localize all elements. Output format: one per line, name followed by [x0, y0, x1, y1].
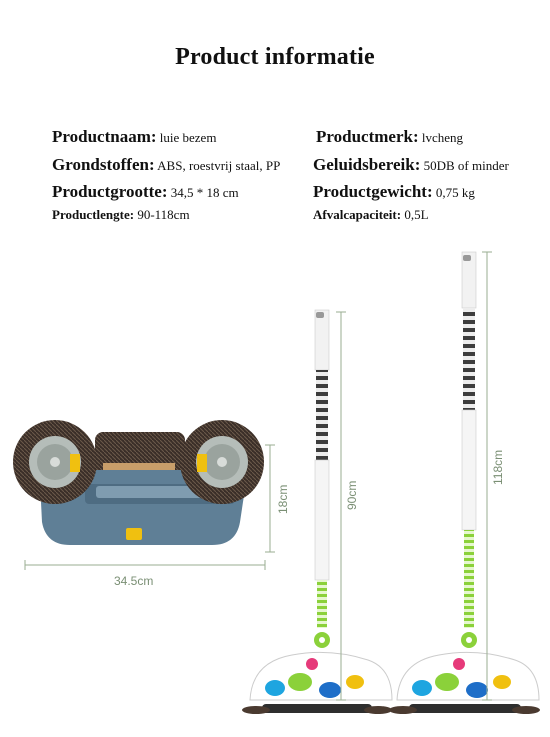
sweeper-short — [242, 310, 392, 714]
sweeper-tall — [389, 252, 540, 714]
sweeper-base — [13, 420, 264, 545]
spec-value: 0,5L — [401, 207, 429, 222]
dimension-label-height: 18cm — [276, 484, 290, 514]
spec-value: ABS, roestvrij staal, PP — [154, 158, 281, 173]
spec-value: 50DB of minder — [420, 158, 509, 173]
spec-label: Grondstoffen: — [52, 155, 155, 174]
spec-label: Productnaam: — [52, 127, 157, 146]
spec-label: Afvalcapaciteit: — [313, 207, 402, 222]
dimension-label-long-handle: 118cm — [491, 449, 505, 485]
spec-value: lvcheng — [418, 130, 464, 145]
spec-label: Productlengte: — [52, 207, 135, 222]
spec-label: Productgrootte: — [52, 182, 168, 201]
spec-label: Productgewicht: — [313, 182, 433, 201]
spec-value: 0,75 kg — [432, 185, 475, 200]
dimension-label-short-handle: 90cm — [345, 480, 359, 510]
spec-value: luie bezem — [156, 130, 217, 145]
dimension-label-width: 34.5cm — [114, 574, 154, 588]
page-title: Product informatie — [175, 44, 375, 70]
spec-label: Geluidsbereik: — [313, 155, 421, 174]
spec-label: Productmerk: — [316, 127, 419, 146]
spec-value: 34,5 * 18 cm — [167, 185, 239, 200]
spec-value: 90-118cm — [134, 207, 190, 222]
